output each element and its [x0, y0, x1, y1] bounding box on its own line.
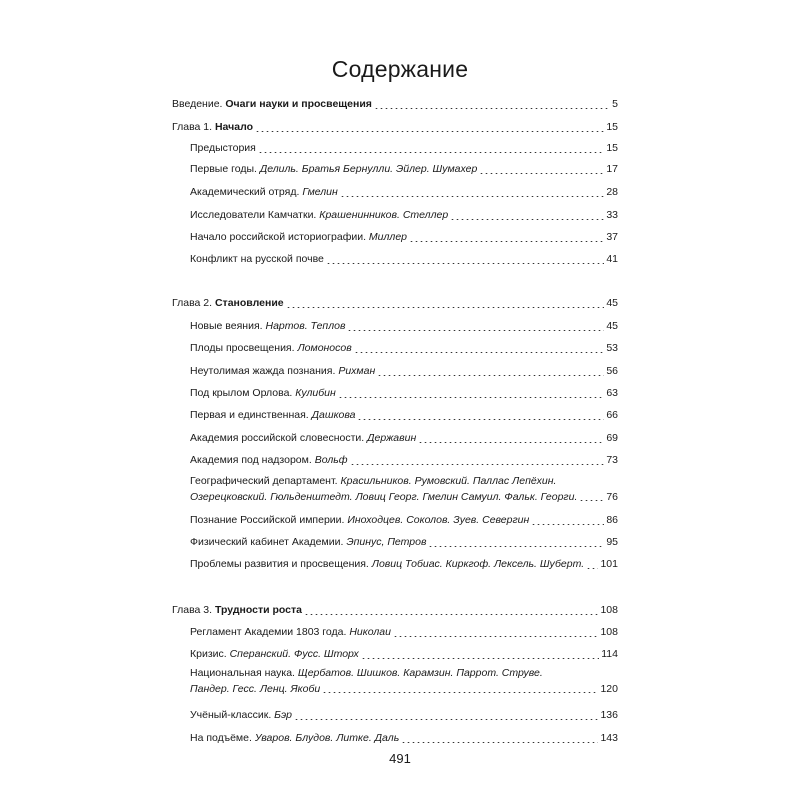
toc-entry-lead: Первые годы. — [190, 163, 260, 175]
dot-leader — [374, 108, 610, 109]
toc-page-number: 73 — [606, 454, 618, 466]
toc-entry-lead: Глава 3. — [172, 604, 215, 616]
toc-entry-names: Кулибин — [295, 387, 336, 399]
toc-page-number: 56 — [606, 365, 618, 377]
toc-chapter-entry — [172, 296, 618, 312]
toc-entry — [190, 364, 618, 380]
toc-page-number: 136 — [600, 709, 618, 721]
toc-page-number: 28 — [606, 186, 618, 198]
toc-page-number: 15 — [606, 121, 618, 133]
toc-page-number: 76 — [606, 490, 618, 503]
dot-leader — [338, 397, 605, 398]
toc-entry-heading — [172, 120, 253, 136]
toc-entry — [190, 453, 618, 469]
toc-entry-lead: Кризис. — [190, 648, 230, 660]
toc-entry-names: Красильников. Румовский. Паллас Лепёхин. — [340, 475, 557, 487]
dot-leader — [294, 719, 598, 720]
toc-chapter-title: Очаги науки и просвещения — [225, 98, 372, 110]
toc-entry-lead: Глава 2. — [172, 297, 215, 309]
toc-entry — [190, 341, 618, 357]
toc-entry-names: Миллер — [368, 231, 408, 243]
toc-entry — [190, 185, 618, 201]
toc-entry-names: Ломоносов — [297, 342, 352, 354]
toc-entry-lead: Под крылом Орлова. — [190, 387, 296, 399]
toc-entry-heading — [190, 408, 355, 424]
toc-entry-names: Вольф — [314, 454, 348, 466]
toc-entry-lead: Начало российской историографии. — [190, 231, 369, 243]
toc-entry — [190, 535, 618, 551]
toc-entry-names: Крашенинников. Стеллер — [319, 209, 449, 221]
toc-page-number: 143 — [600, 732, 618, 744]
toc-entry — [190, 474, 618, 505]
toc-page-number: 120 — [600, 682, 618, 695]
toc-page-number: 33 — [606, 209, 618, 221]
toc-entry-continuation — [190, 682, 320, 698]
toc-page-number: 53 — [606, 342, 618, 354]
toc-entry-lead: Плоды просвещения. — [190, 342, 298, 354]
toc-entry — [190, 230, 618, 246]
page-title: Содержание — [331, 56, 469, 82]
toc-entry-lead: Глава 1. — [172, 121, 215, 133]
toc-entry-names: Державин — [367, 432, 417, 444]
toc-entry-lead: Познание Российской империи. — [190, 514, 348, 526]
toc-entry — [190, 625, 618, 641]
toc-page-number: 45 — [606, 320, 618, 332]
toc-entry-continuation — [190, 490, 577, 506]
toc-entry-heading — [190, 647, 359, 663]
toc-entry-names-cont: Озерецковский. Гюльденштедт. Ловиц Георг. Гмелин Самуил. Фальк. Георги. — [190, 490, 578, 503]
toc-entry-lead: Введение. — [172, 98, 226, 110]
toc-entry-names: Дашкова — [311, 409, 356, 421]
toc-entry — [190, 708, 618, 724]
toc-entry-lead: Национальная наука. — [190, 667, 298, 679]
toc-entry-heading — [190, 162, 477, 178]
dot-leader — [322, 692, 598, 693]
toc-entry-heading — [190, 513, 529, 529]
toc-entry-heading — [190, 319, 345, 335]
toc-entry-heading — [190, 341, 352, 357]
toc-entry-heading — [190, 557, 584, 573]
toc-page-number: 66 — [606, 409, 618, 421]
toc-entry-heading — [190, 208, 448, 224]
toc-entry-heading — [190, 453, 348, 469]
toc-entry-lead: Географический департамент. — [190, 475, 341, 487]
toc-chapter-title: Становление — [214, 297, 284, 309]
toc-entry — [190, 408, 618, 424]
toc-entry — [190, 557, 618, 573]
toc-entry-heading — [190, 666, 543, 682]
toc-page-number: 45 — [606, 297, 618, 309]
toc-page-number: 86 — [606, 514, 618, 526]
toc-page-number: 108 — [600, 626, 618, 638]
dot-leader — [304, 614, 598, 615]
toc-entry — [190, 141, 618, 157]
dot-leader — [579, 500, 604, 501]
toc-page-number: 101 — [600, 558, 618, 570]
toc-entry-heading — [190, 252, 324, 268]
toc-entry-lead: Исследователи Камчатки. — [190, 209, 320, 221]
toc-page-number: 17 — [606, 163, 618, 175]
toc-entry-heading — [190, 474, 556, 490]
dot-leader — [450, 219, 604, 220]
dot-leader — [340, 196, 605, 197]
toc-entry-heading — [190, 364, 375, 380]
toc-entry — [190, 666, 618, 697]
toc-entry-names: Рихман — [338, 365, 376, 377]
toc-entry-lead: Предыстория — [190, 142, 256, 154]
toc-entry — [190, 319, 618, 335]
dot-leader — [361, 658, 599, 659]
toc-entry-lead: Проблемы развития и просвещения. — [190, 558, 372, 570]
toc-entry-names: Иноходцев. Соколов. Зуев. Севергин — [347, 514, 530, 526]
toc-entry-names: Гмелин — [302, 186, 338, 198]
toc-chapter-entry — [172, 120, 618, 136]
dot-leader — [428, 546, 604, 547]
toc-entry-names: Ловиц Тобиас. Киркгоф. Лексель. Шуберт. — [371, 558, 585, 570]
toc-entry — [190, 731, 618, 747]
dot-leader — [377, 375, 604, 376]
dot-leader — [258, 152, 604, 153]
page-number: 491 — [389, 751, 411, 766]
dot-leader — [409, 241, 604, 242]
toc-entry-lead: На подъёме. — [190, 732, 255, 744]
toc-entry-names: Сперанский. Фусс. Шторх — [229, 648, 359, 660]
toc-page-number: 5 — [612, 98, 618, 110]
dot-leader — [347, 330, 604, 331]
toc-entry — [190, 647, 618, 663]
toc-entry-names-cont: Пандер. Гесс. Ленц. Якоби — [190, 682, 321, 695]
toc-entry-names: Эпинус, Петров — [346, 536, 427, 548]
toc-page-number: 108 — [600, 604, 618, 616]
toc-entry-names: Бэр — [274, 709, 293, 721]
dot-leader — [531, 524, 604, 525]
toc-entry-heading — [172, 97, 372, 113]
toc-entry-heading — [190, 431, 416, 447]
toc-entry-heading — [190, 230, 407, 246]
toc-entry-heading — [190, 386, 336, 402]
toc-entry-heading — [190, 535, 426, 551]
toc-entry-lead: Академия под надзором. — [190, 454, 315, 466]
toc-entry-heading — [190, 731, 399, 747]
dot-leader — [393, 636, 599, 637]
toc-chapter-entry — [172, 97, 618, 113]
toc-chapter-title: Начало — [214, 121, 254, 133]
toc-entry-lead: Академия российской словесности. — [190, 432, 368, 444]
toc-entry — [190, 162, 618, 178]
dot-leader — [354, 352, 605, 353]
toc-entry-lead: Первая и единственная. — [190, 409, 312, 421]
toc-entry — [190, 208, 618, 224]
dot-leader — [286, 307, 605, 308]
toc-entry-lead: Учёный-классик. — [190, 709, 275, 721]
toc-entry-heading — [190, 141, 256, 157]
toc-entry-lead: Неутолимая жажда познания. — [190, 365, 339, 377]
toc-entry-heading — [172, 603, 302, 619]
dot-leader — [479, 173, 604, 174]
dot-leader — [586, 568, 598, 569]
toc-page-number: 15 — [606, 142, 618, 154]
toc-page-number: 63 — [606, 387, 618, 399]
toc-page-number: 41 — [606, 253, 618, 265]
toc-entry-heading — [190, 625, 391, 641]
toc-entry-names: Николаи — [349, 626, 391, 638]
toc-entry-heading — [190, 185, 338, 201]
toc-entry — [190, 386, 618, 402]
toc-entry-lead: Физический кабинет Академии. — [190, 536, 347, 548]
toc-page-number: 114 — [601, 648, 618, 660]
toc-entry-names: Уваров. Блудов. Литке. Даль — [254, 732, 400, 744]
toc-entry — [190, 431, 618, 447]
toc-entry-heading — [190, 708, 292, 724]
toc-entry-lead: Конфликт на русской почве — [190, 253, 324, 265]
dot-leader — [350, 464, 605, 465]
dot-leader — [401, 742, 598, 743]
toc-entry-heading — [172, 296, 284, 312]
dot-leader — [357, 419, 604, 420]
toc-entry-lead: Регламент Академии 1803 года. — [190, 626, 350, 638]
toc-entry — [190, 252, 618, 268]
toc-page-number: 95 — [606, 536, 618, 548]
dot-leader — [418, 442, 604, 443]
toc-chapter-entry — [172, 603, 618, 619]
dot-leader — [255, 131, 604, 132]
toc-page-number: 69 — [606, 432, 618, 444]
toc-entry-names: Щербатов. Шишков. Карамзин. Паррот. Струве. — [297, 667, 543, 679]
toc-entry-names: Нартов. Теплов — [265, 320, 346, 332]
toc-entry-lead: Академический отряд. — [190, 186, 303, 198]
dot-leader — [326, 263, 604, 264]
toc-entry-lead: Новые веяния. — [190, 320, 266, 332]
toc-entry-names: Делиль. Братья Бернулли. Эйлер. Шумахер — [259, 163, 478, 175]
toc-chapter-title: Трудности роста — [214, 604, 302, 616]
toc-page-number: 37 — [606, 231, 618, 243]
toc-entry — [190, 513, 618, 529]
